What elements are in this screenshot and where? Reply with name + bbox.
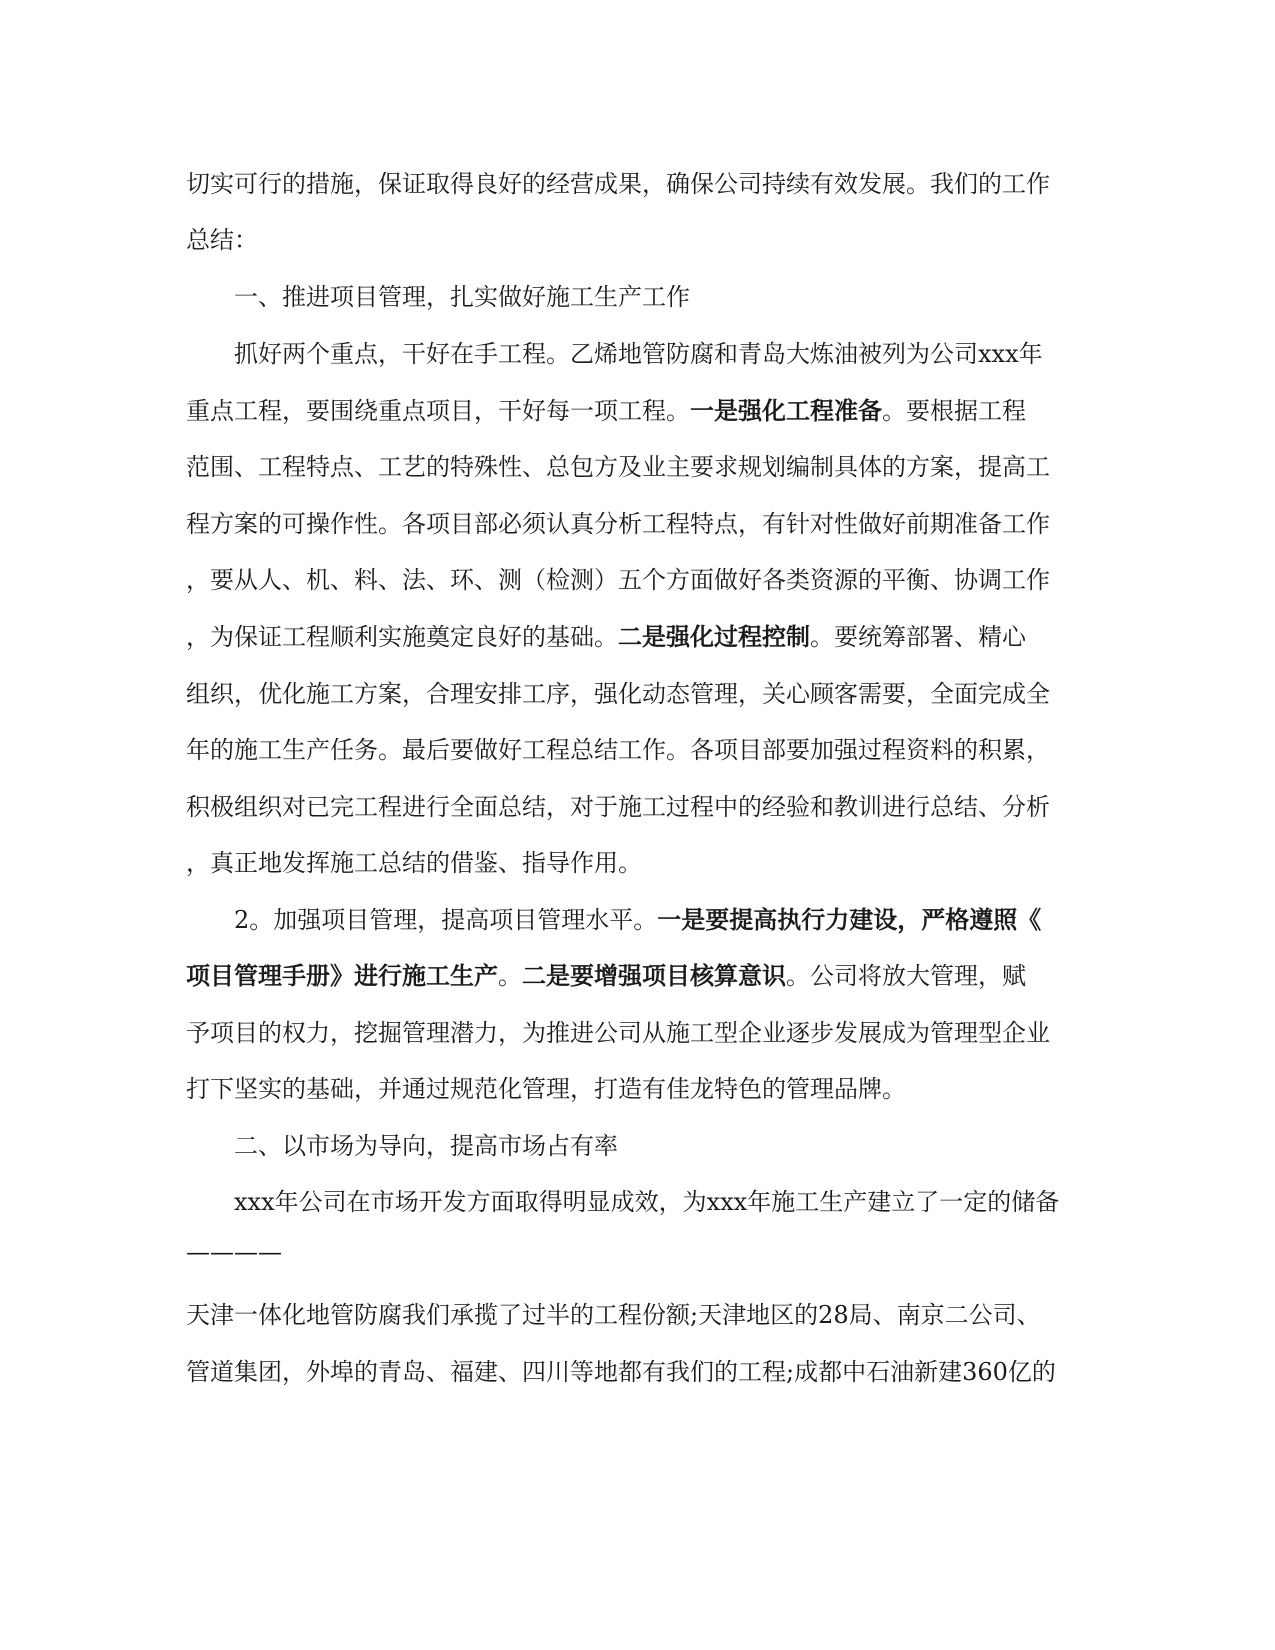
text-line	[186, 956, 1026, 996]
text-run: 切实可行的措施，保证取得良好的经营成果，确保公司持续有效发展。我们的工作	[186, 170, 1050, 198]
section-heading	[234, 277, 690, 317]
text-run: 程方案的可操作性。各项目部必须认真分析工程特点，有针对性做好前期准备工作	[186, 510, 1050, 538]
bold-text-run: 项目管理手册》进行施工生产	[186, 961, 498, 990]
text-run: 。要根据工程	[882, 397, 1026, 425]
text-run: 积极组织对已完工程进行全面总结，对于施工过程中的经验和教训进行总结、分析	[186, 793, 1050, 821]
text-run: 。要统筹部署、精心	[810, 623, 1026, 651]
text-run: 范围、工程特点、工艺的特殊性、总包方及业主要求规划编制具体的方案，提高工	[186, 453, 1050, 481]
text-run: 予项目的权力，挖掘管理潜力，为推进公司从施工型企业逐步发展成为管理型企业	[186, 1019, 1050, 1047]
text-line	[186, 1069, 906, 1109]
text-run: ————	[186, 1238, 282, 1266]
text-line	[186, 730, 1050, 770]
text-run: ，真正地发挥施工总结的借鉴、指导作用。	[186, 849, 642, 877]
text-line	[186, 1295, 1041, 1335]
bold-text-run: 一是强化工程准备	[690, 396, 882, 425]
text-line	[186, 617, 1026, 657]
text-line	[186, 560, 1050, 600]
bold-text-run: 二是强化过程控制	[618, 622, 810, 651]
text-run: 一、推进项目管理，扎实做好施工生产工作	[234, 283, 690, 311]
text-line	[234, 900, 1041, 940]
text-line	[186, 164, 1050, 204]
text-line	[186, 1352, 1056, 1392]
text-run: 2。加强项目管理，提高项目管理水平。	[234, 906, 658, 934]
text-run: xxx年公司在市场开发方面取得明显成效，为xxx年施工生产建立了一定的储备	[234, 1188, 1060, 1216]
text-line	[234, 1182, 1059, 1222]
text-run: 重点工程，要围绕重点项目，干好每一项工程。	[186, 397, 690, 425]
text-line	[186, 674, 1050, 714]
text-run: ，要从人、机、料、法、环、测（检测）五个方面做好各类资源的平衡、协调工作	[186, 566, 1050, 594]
text-run: 天津一体化地管防腐我们承揽了过半的工程份额;天津地区的28局、南京二公司、	[186, 1301, 1041, 1329]
text-run: 管道集团，外埠的青岛、福建、四川等地都有我们的工程;成都中石油新建360亿的	[186, 1358, 1056, 1386]
text-run: 打下坚实的基础，并通过规范化管理，打造有佳龙特色的管理品牌。	[186, 1075, 906, 1103]
text-line	[186, 1013, 1050, 1053]
text-line	[186, 447, 1050, 487]
section-heading	[234, 1126, 618, 1166]
dash-line	[186, 1232, 282, 1272]
text-line	[186, 391, 1026, 431]
text-line	[186, 787, 1050, 827]
text-line	[186, 220, 258, 260]
text-run: 抓好两个重点，干好在手工程。乙烯地管防腐和青岛大炼油被列为公司xxx年	[234, 340, 1043, 368]
text-run: 组织，优化施工方案，合理安排工序，强化动态管理，关心顾客需要，全面完成全	[186, 680, 1050, 708]
text-line	[186, 504, 1050, 544]
text-run: 二、以市场为导向，提高市场占有率	[234, 1132, 618, 1160]
text-run: ，为保证工程顺利实施奠定良好的基础。	[186, 623, 618, 651]
text-run: 。公司将放大管理，赋	[786, 962, 1026, 990]
text-line	[234, 334, 1043, 374]
text-run: 年的施工生产任务。最后要做好工程总结工作。各项目部要加强过程资料的积累，	[186, 736, 1050, 764]
bold-text-run: 二是要增强项目核算意识	[522, 961, 786, 990]
text-line	[186, 843, 642, 883]
text-run: 总结：	[186, 226, 258, 254]
text-run: 。	[498, 962, 522, 990]
bold-text-run: 一是要提高执行力建设，严格遵照《	[657, 905, 1042, 934]
